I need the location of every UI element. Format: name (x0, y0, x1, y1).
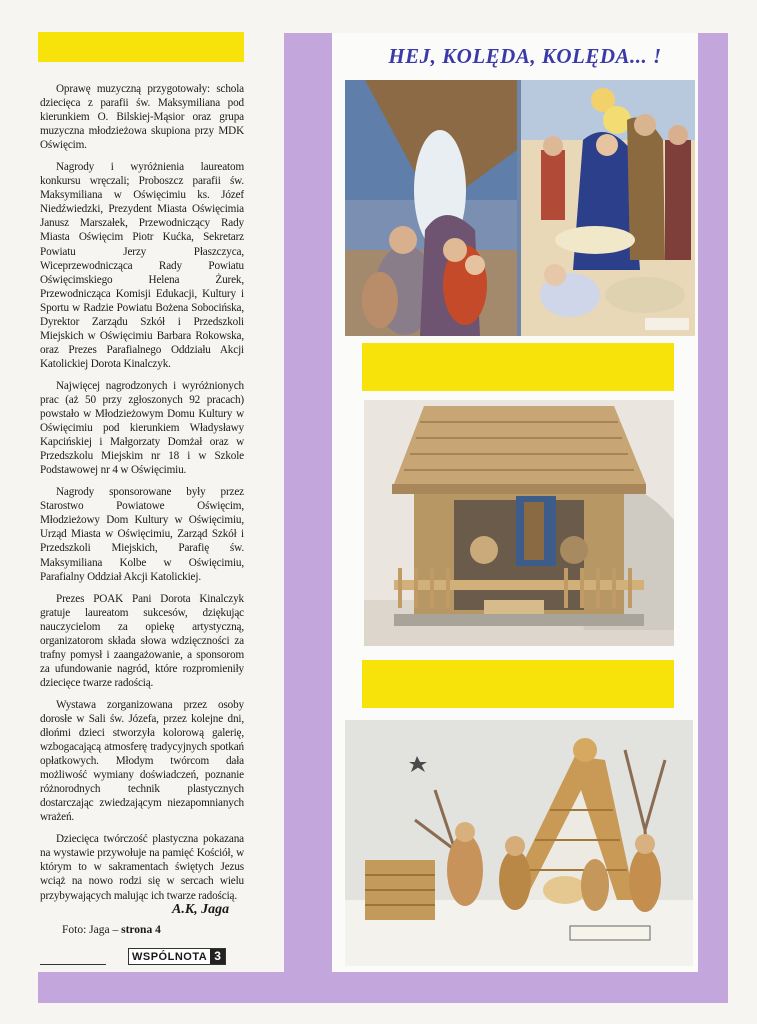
paragraph: Dziecięca twórczość plastyczna pokazana na wystawie przywołuje na pamięć Kościół, w którym to w sakramentach świętych Jezus wciąż na nowo rodzi się w sercach wielu przybywających malując ich twarze radością. (40, 833, 244, 902)
footer-rule (40, 964, 106, 965)
wooden-stable-photo (364, 400, 674, 646)
nativity-drawings-illustration (345, 80, 695, 336)
photo-credit (62, 924, 161, 936)
paragraph: Nagrody i wyróżnienia laureatom konkursu wręczali; Proboszcz parafii św. Maksymiliana w Oświęcimiu ks. Józef Niedźwiedzki, Prezydent Miasta Oświęcimia Janusz Marszałek, Przewodniczący Rady Miasta Oświęcim Piotr Kućka, Sekretarz Powiatu Jerzy Płaszczyca, Wiceprzewodnicząca Rady Powiatu Oświęcimskiego Helena Żurek, Przewodnicząca Komisji Edukacji, Kultury i Sportu w Radzie Powiatu Bożena Sobocińska, Dyrektor Zarządu Szkół i Przedszkoli Miejskich w Oświęcimiu Barbara Rokowska, oraz Prezes Parafialnego Oddziału Akcji Katolickiej Dorota Kinalczyk. (40, 161, 244, 370)
yellow-caption-band-1 (362, 343, 674, 391)
paragraph: Najwięcej nagrodzonych i wyróżnionych prac (aż 50 przy zgłoszonych 92 pracach) powstało w Młodzieżowym Domu Kultury w Oświęcimiu pod kierunkiem Władysławy Kapcińskiej i Małgorzaty Domżał oraz w Przedszkolu Miejskim nr 18 i w Szkole Podstawowej nr 4 w Oświęcimiu. (40, 379, 244, 477)
publication-name: WSPÓLNOTA (132, 950, 208, 963)
nativity-drawings-photo (345, 80, 695, 336)
lilac-frame-right (698, 33, 728, 1003)
paragraph: Prezes POAK Pani Dorota Kinalczyk gratuje laureatom sukcesów, dziękując nauczycielom za opiekę artystyczną, organizatorom składa słowa wdzięczności za trafny pomysł i zaangażowanie, a sponsorom za ufundowanie nagród, które rozpromieniły dziecięce twarze radością. (40, 592, 244, 689)
yellow-caption-band-2 (362, 660, 674, 708)
lilac-frame-bottom (38, 972, 728, 1003)
straw-nativity-photo (345, 720, 693, 966)
publication-footer (128, 948, 226, 965)
author-signature: A.K, Jaga (172, 902, 230, 917)
photo-credit-prefix: Foto: Jaga – (62, 924, 122, 936)
lilac-frame-left (284, 33, 332, 973)
wooden-stable-illustration (364, 400, 674, 646)
paragraph: Oprawę muzyczną przygotowały: schola dziecięca z parafii św. Maksymiliana pod kierunkiem O. Bilskiej-Mąsior oraz grupa muzyczna młodzieżowa skupiona przy MDK Oświęcim. (40, 83, 244, 152)
paragraph: Nagrody sponsorowane były przez Starostwo Powiatowe Oświęcim, Młodzieżowy Dom Kultury w Oświęcimiu, Urząd Miasta w Oświęcimiu, Zarząd Szkół i Przedszkoli Miejskich, Parafię św. Maksymiliana Kolbe w Oświęcimiu, Parafialny Oddział Akcji Katolickiej. (40, 486, 244, 583)
article-column (40, 82, 244, 911)
top-left-yellow-band (38, 32, 244, 62)
page-number: 3 (210, 949, 225, 964)
paragraph: Wystawa zorganizowana przez osoby dorosłe w Sali św. Józefa, przez kolejne dni, dłońmi dzieci stworzyła kolorową galerię, wzbogacającą atmosferę tradycyjnych spotkań opłatkowych. Młodym twórcom dała możliwość wymiany doświadczeń, poznanie różnorodnych technik plastycznych dostarczając zwiedzającym niezapomnianych wrażeń. (40, 698, 244, 824)
headline: HEJ, KOLĘDA, KOLĘDA... ! (388, 44, 662, 68)
straw-nativity-illustration (345, 720, 693, 966)
photo-credit-page: strona 4 (121, 924, 161, 936)
